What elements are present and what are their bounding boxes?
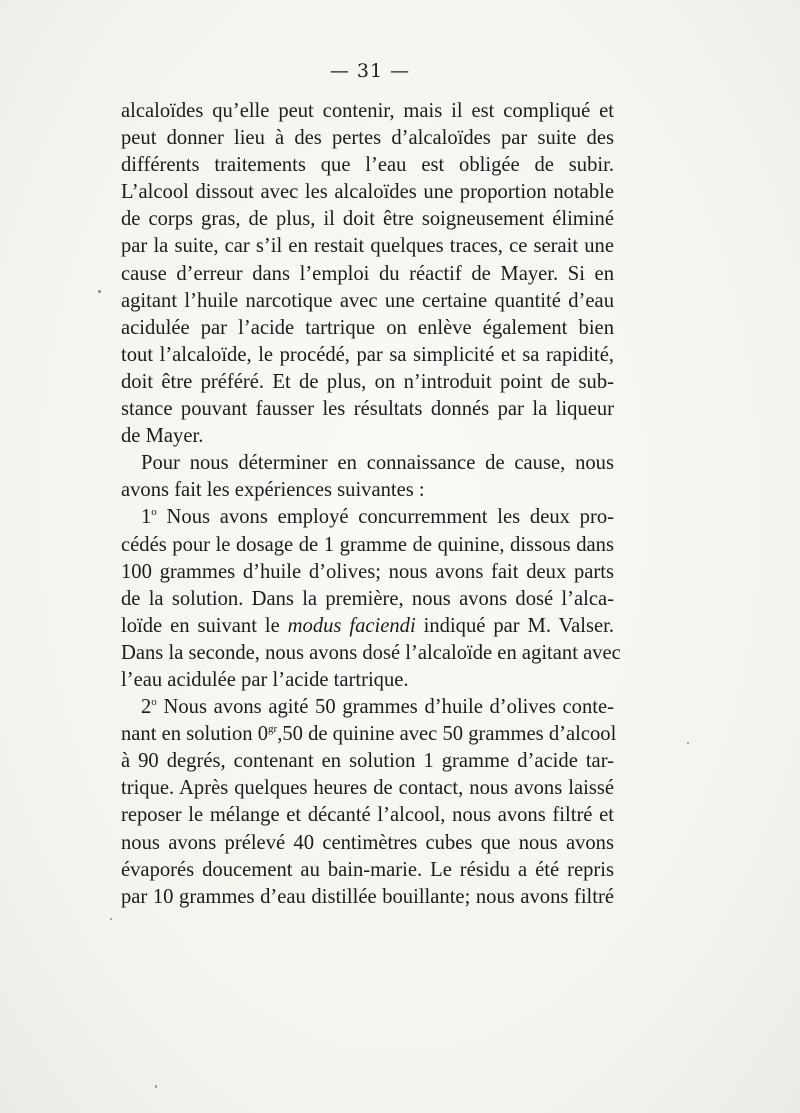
text-line <box>121 450 614 477</box>
text-segment: L’alcool dissout avec les alcaloïdes une proportion notable <box>121 181 614 204</box>
scan-speck <box>110 918 112 920</box>
text-line <box>121 396 614 423</box>
text-segment: par la suite, car s’il en restait quelques traces, ce serait une <box>121 235 614 258</box>
text-segment: doit être préféré. Et de plus, on n’introduit point de sub- <box>121 370 614 393</box>
text-segment: Pour nous déterminer en connaissance de cause, nous <box>141 452 614 475</box>
text-segment: de la solution. Dans la première, nous avons dosé l’alca- <box>121 587 614 610</box>
text-segment: évaporés doucement au bain-marie. Le résidu a été repris <box>121 858 614 881</box>
text-line <box>121 613 614 640</box>
text-segment: Nous avons agité 50 grammes d’huile d’olives conte- <box>156 696 614 719</box>
text-line <box>121 288 614 315</box>
text-line <box>121 179 614 206</box>
text-line <box>121 98 614 125</box>
text-line <box>121 586 614 613</box>
text-line <box>121 423 614 450</box>
text-segment: l’eau acidulée par l’acide tartrique. <box>121 668 409 691</box>
text-segment: trique. Après quelques heures de contact, nous avons laissé <box>121 777 614 800</box>
text-segment: Dans la seconde, nous avons dosé l’alcaloïde en agitant avec <box>121 641 621 664</box>
text-line <box>121 233 614 260</box>
text-segment: cédés pour le dosage de 1 gramme de quinine, dissous dans <box>121 533 614 556</box>
scan-speck <box>98 290 101 293</box>
text-segment: acidulée par l’acide tartrique on enlève également bien <box>121 316 614 339</box>
scan-speck <box>155 1085 157 1088</box>
text-segment: nous avons prélevé 40 centimètres cubes que nous avons <box>121 831 614 854</box>
text-line <box>121 559 614 586</box>
text-line <box>121 802 614 829</box>
text-segment: reposer le mélange et décanté l’alcool, nous avons filtré et <box>121 804 614 827</box>
text-segment: différents traitements que l’eau est obligée de subir. <box>121 154 614 177</box>
text-line <box>121 857 614 884</box>
text-segment: Nous avons employé concurremment les deux pro- <box>156 506 614 529</box>
text-line <box>121 504 614 531</box>
text-line <box>121 667 614 694</box>
page-number: — 31 — <box>329 60 411 82</box>
text-line <box>121 884 614 911</box>
scan-speck <box>687 742 689 744</box>
text-segment: indiqué par M. Valser. <box>415 614 615 637</box>
text-segment: de corps gras, de plus, il doit être soigneusement éliminé <box>121 208 614 231</box>
text-segment: alcaloïdes qu’elle peut contenir, mais il est compliqué et <box>121 100 614 122</box>
text-segment: nant en solution 0 <box>121 723 269 746</box>
superscript: o <box>151 506 157 519</box>
text-line <box>121 152 614 179</box>
text-segment: de Mayer. <box>121 425 204 448</box>
text-line <box>121 125 614 152</box>
text-line <box>121 369 614 396</box>
text-line <box>121 532 614 559</box>
text-line <box>121 206 614 233</box>
text-line <box>121 694 614 721</box>
text-segment: avons fait les expériences suivantes : <box>121 479 425 502</box>
text-segment: à 90 degrés, contenant en solution 1 gramme d’acide tar- <box>121 750 614 773</box>
text-segment: ,50 de quinine avec 50 grammes d’alcool <box>277 723 617 746</box>
superscript: o <box>151 696 157 709</box>
text-segment: peut donner lieu à des pertes d’alcaloïdes par suite des <box>121 127 614 150</box>
text-line <box>121 721 617 748</box>
text-segment: cause d’erreur dans l’emploi du réactif de Mayer. Si en <box>121 262 614 285</box>
text-line <box>121 261 614 288</box>
body-text <box>121 98 621 911</box>
text-segment: 1 <box>141 506 152 529</box>
text-line <box>121 830 614 857</box>
text-line <box>121 775 614 802</box>
text-segment: loïde en suivant le <box>121 614 288 637</box>
text-segment: 100 grammes d’huile d’olives; nous avons fait deux parts <box>121 560 614 583</box>
text-line <box>121 477 614 504</box>
text-segment: stance pouvant fausser les résultats donnés par la liqueur <box>121 398 614 421</box>
text-line <box>121 748 614 775</box>
text-segment: 2 <box>141 696 152 719</box>
text-segment: par 10 grammes d’eau distillée bouillante; nous avons filtré <box>121 885 614 908</box>
text-line <box>121 342 614 369</box>
text-line <box>121 640 621 667</box>
superscript: gr <box>268 723 278 736</box>
text-segment: tout l’alcaloïde, le procédé, par sa simplicité et sa rapidité, <box>121 343 614 366</box>
text-segment: agitant l’huile narcotique avec une certaine quantité d’eau <box>121 289 614 312</box>
italic-text: modus faciendi <box>287 614 416 637</box>
text-line <box>121 315 614 342</box>
